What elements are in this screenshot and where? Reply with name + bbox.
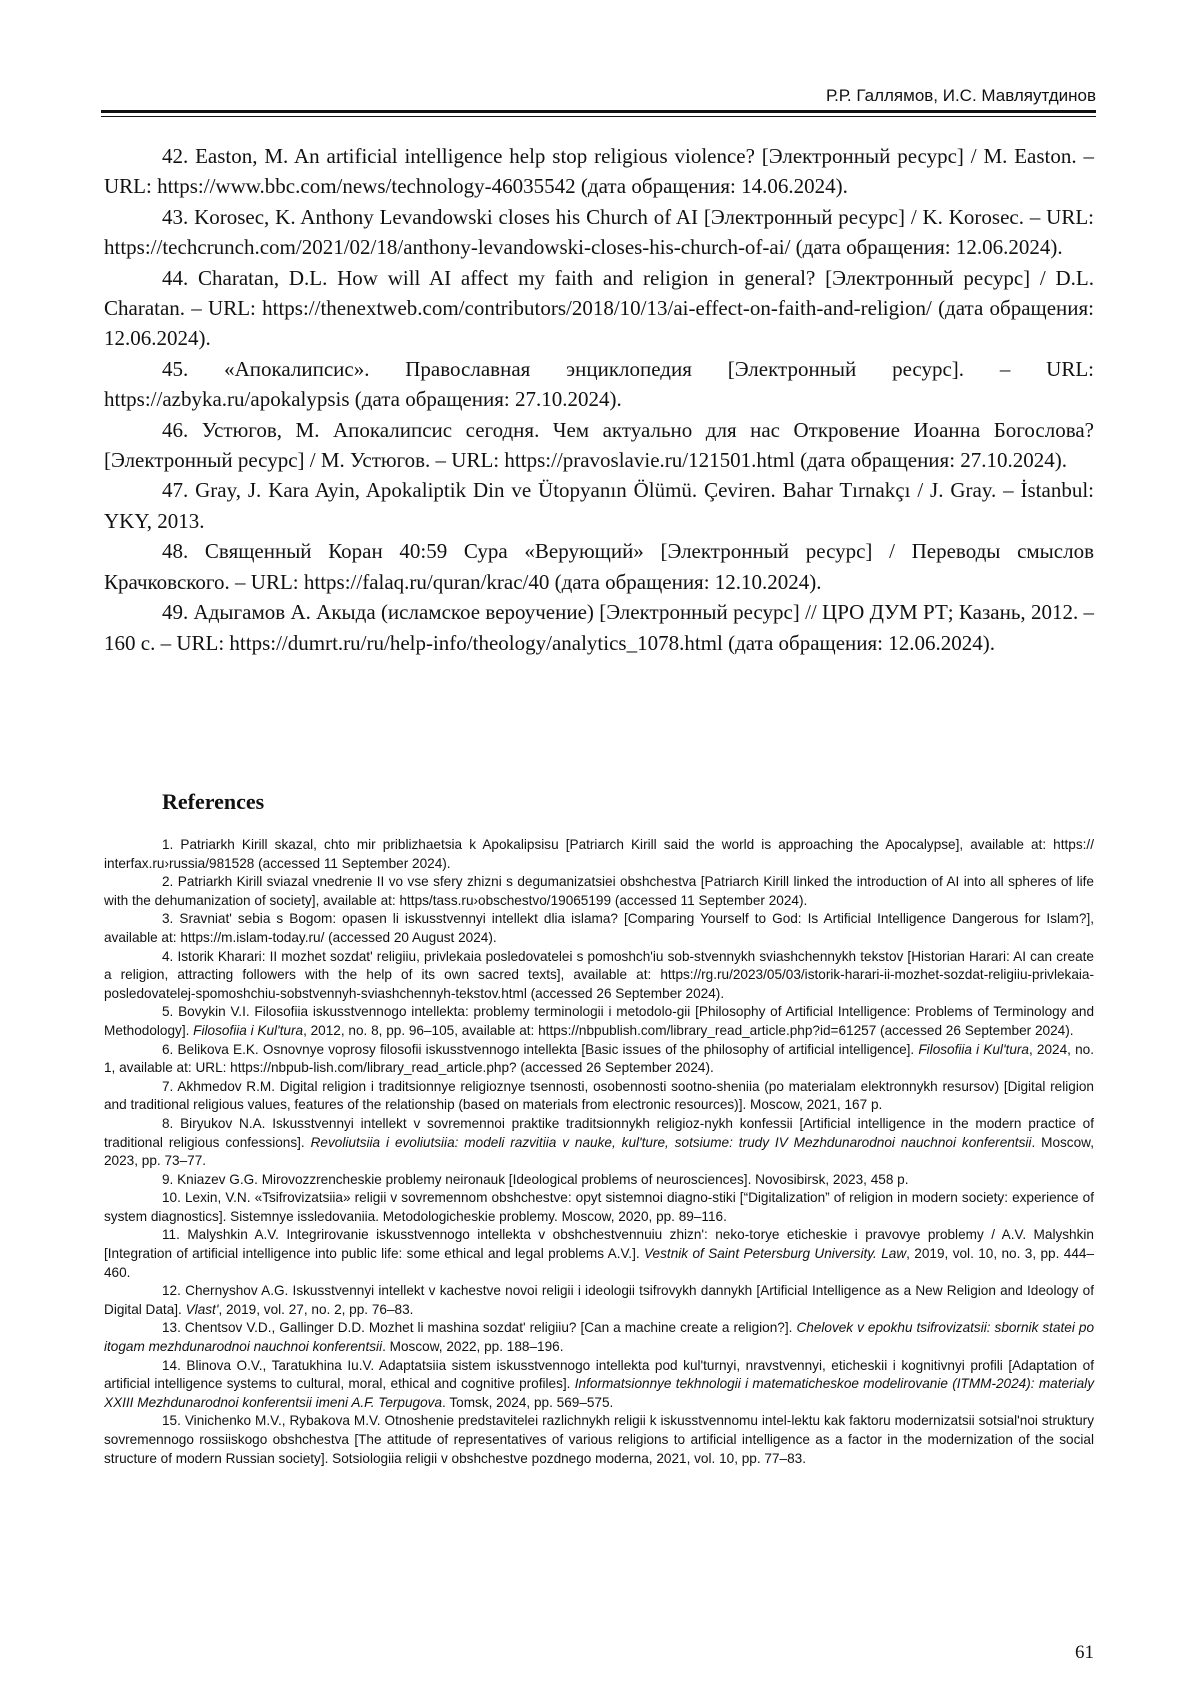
reference-entry: 15. Vinichenko M.V., Rybakova M.V. Otnoshenie predstavitelei razlichnykh religii k iskusstvennomu intel-lektu kak faktoru modernizatsii sotsial'noi struktury sovremennogo rossiiskogo obshchestva [The attitude of representatives of various religions to artificial intelligence as a factor in the modernization of the social structure of modern Russian society]. Sotsiologiia religii v obshchestve pozdnego moderna, 2021, vol. 10, pp. 77–83. <box>104 1413 1094 1466</box>
bibliography-entry: 48. Священный Коран 40:59 Сура «Верующий» [Электронный ресурс] / Переводы смыслов Крачковского. – URL: https://falaq.ru/quran/krac/40 (дата обращения: 12.10.2024). <box>104 539 1094 594</box>
bibliography-list <box>104 141 1094 658</box>
bibliography-entry: 46. Устюгов, М. Апокалипсис сегодня. Чем актуально для нас Откровение Иоанна Богослова? [Электронный ресурс] / М. Устюгов. – URL: https://pravoslavie.ru/121501.html (дата обращения: 27.10.2024). <box>104 417 1094 473</box>
reference-entry: 1. Patriarkh Kirill skazal, chto mir priblizhaetsia k Apokalipsisu [Patriarch Kirill said the world is approaching the Apocalypse], available at: https:// interfax.ru›russia/981528 (accessed 11 September 2024). <box>104 837 1094 871</box>
reference-entry: 13. Chentsov V.D., Gallinger D.D. Mozhet li mashina sozdat' religiiu? [Can a machine create a religion?]. Chelovek v epokhu tsifrovizatsii: sbornik statei po itogam mezhdunarodnoi nauchnoi konferentsii. Moscow, 2022, pp. 188–196. <box>104 1320 1095 1355</box>
reference-entry: 14. Blinova O.V., Taratukhina Iu.V. Adaptatsiia sistem iskusstvennogo intellekta pod kul'turnyi, nravstvennyi, eticheskii i kognitivnyi profili [Adaptation of artificial intelligence systems to cultural, moral, ethical and cognitive profiles]. Informatsionnye tekhnologii i matematicheskoe modelirovanie (ITMM-2024): materialy XXIII Mezhdunarodnoi konferentsii imeni A.F. Terpugova. Tomsk, 2024, pp. 569–575. <box>104 1357 1094 1410</box>
running-header <box>101 80 1096 114</box>
reference-entry: 7. Akhmedov R.M. Digital religion i traditsionnye religioznye tsennosti, osobennosti sootno-sheniia (po materialam elektronnykh resursov) [Digital religion and traditional religious values, features of the relationship (based on materials from electronic resources)]. Moscow, 2021, 167 p. <box>104 1078 1094 1113</box>
header-authors: Р.Р. Галлямов, И.С. Мавляутдинов <box>825 86 1096 105</box>
reference-entry: 8. Biryukov N.A. Iskusstvennyi intellekt v sovremennoi praktike traditsionnykh religioz-nykh konfessii [Artificial intelligence in the modern practice of traditional religious confessions]. Revoliutsiia i evoliutsiia: modeli razvitiia v nauke, kul'ture, sotsiume: trudy IV Mezhdunarodnoi nauchnoi konferentsii. Moscow, 2023, pp. 73–77. <box>104 1115 1094 1169</box>
header-rule-thick <box>101 110 1096 113</box>
page-number: 61 <box>1075 1642 1094 1663</box>
bibliography-entry: 43. Korosec, K. Anthony Levandowski closes his Church of AI [Электронный ресурс] / K. Korosec. – URL: https://techcrunch.com/2021/02/18/anthony-levandowski-closes-his-church-of-ai/ (дата обращения: 12.06.2024). <box>104 204 1094 260</box>
reference-entry: 6. Belikova E.K. Osnovnye voprosy filosofii iskusstvennogo intellekta [Basic issues of the philosophy of artificial intelligence]. Filosofiia i Kul'tura, 2024, no. 1, available at: URL: https://nbpub-lish.com/library_read_article.php? (accessed 26 September 2024). <box>104 1041 1094 1076</box>
header-rule-thin <box>101 116 1096 117</box>
reference-entry: 11. Malyshkin A.V. Integrirovanie iskusstvennogo intellekta v obshchestvennuiu zhizn': neko-torye eticheskie i pravovye problemy / A.V. Malyshkin [Integration of artificial intelligence into public life: some ethical and legal problems A.V.]. Vestnik of Saint Petersburg University. Law, 2019, vol. 10, no. 3, pp. 444–460. <box>104 1227 1094 1280</box>
reference-entry: 3. Sravniat' sebia s Bogom: opasen li iskusstvennyi intellekt dlia islama? [Comparing Yourself to God: Is Artificial Intelligence Dangerous for Islam?], available at: https://m.islam-today.ru/ (accessed 20 August 2024). <box>104 911 1094 945</box>
bibliography-entry: 45. «Апокалипсис». Православная энциклопедия [Электронный ресурс]. – URL: https://azbyka.ru/apokalypsis (дата обращения: 27.10.2024). <box>104 356 1094 412</box>
reference-entry: 9. Kniazev G.G. Mirovozzrencheskie problemy neironauk [Ideological problems of neurosciences]. Novosibirsk, 2023, 458 p. <box>162 1171 909 1187</box>
references-heading: References <box>162 789 265 814</box>
bibliography-entry: 42. Easton, M. An artificial intelligence help stop religious violence? [Электронный ресурс] / M. Easton. – URL: https://www.bbc.com/news/technology-46035542 (дата обращения: 14.06.2024). <box>104 144 1094 199</box>
reference-entry: 2. Patriarkh Kirill sviazal vnedrenie II vo vse sfery zhizni s degumanizatsiei obshchestva [Patriarch Kirill linked the introduction of AI into all spheres of life with the dehumanization of society], available at: https/tass.ru›obschestvo/19065199 (accessed 11 September 2024). <box>104 874 1094 908</box>
bibliography-entry: 49. Адыгамов А. Акыда (исламское вероучение) [Электронный ресурс] // ЦРО ДУМ РТ; Казань, 2012. – 160 с. – URL: https://dumrt.ru/ru/help-info/theology/analytics_1078.html (дата обращения: 12.06.2024). <box>104 600 1094 655</box>
bibliography-entry: 47. Gray, J. Kara Ayin, Apokaliptik Din ve Ütopyanın Ölümü. Çeviren. Bahar Tırnakçı / J. Gray. – İstanbul: YKY, 2013. <box>104 478 1094 533</box>
reference-entry: 5. Bovykin V.I. Filosofiia iskusstvennogo intellekta: problemy terminologii i metodolo-gii [Philosophy of Artificial Intelligence: Problems of Terminology and Methodology]. Filosofiia i Kul'tura, 2012, no. 8, pp. 96–105, available at: https://nbpublish.com/library_read_article.php?id=61257 (accessed 26 September 2024). <box>104 1004 1094 1038</box>
reference-entry: 12. Chernyshov A.G. Iskusstvennyi intellekt v kachestve novoi religii i ideologii tsifrovykh dannykh [Artificial Intelligence as a New Religion and Ideology of Digital Data]. Vlast', 2019, vol. 27, no. 2, pp. 76–83. <box>104 1283 1094 1317</box>
reference-entry: 4. Istorik Kharari: II mozhet sozdat' religiiu, privlekaia posledovatelei s pomoshch'iu sob-stvennykh sviashchennykh tekstov [Historian Harari: AI can create a religion, attracting followers with the help of its own sacred texts], available at: https://rg.ru/2023/05/03/istorik-harari-ii-mozhet-sozdat-religiiu-privlekaia-posledovatelej-spomoshchiu-sobstvennyh-sviashchennyh-tekstov.html (accessed 26 September 2024). <box>104 948 1094 1001</box>
bibliography-entry: 44. Charatan, D.L. How will AI affect my faith and religion in general? [Электронный ресурс] / D.L. Charatan. – URL: https://thenextweb.com/contributors/2018/10/13/ai-effect-on-faith-and-religion/ (дата обращения: 12.06.2024). <box>104 265 1094 351</box>
reference-entry: 10. Lexin, V.N. «Tsifrovizatsiia» religii v sovremennom obshchestve: opyt sistemnoi diagno-stiki [“Digitalization” of religion in modern society: experience of system diagnostics]. Sistemnye issledovaniia. Metodologicheskie problemy. Moscow, 2020, pp. 89–116. <box>104 1190 1094 1224</box>
references-list <box>104 836 1094 1468</box>
